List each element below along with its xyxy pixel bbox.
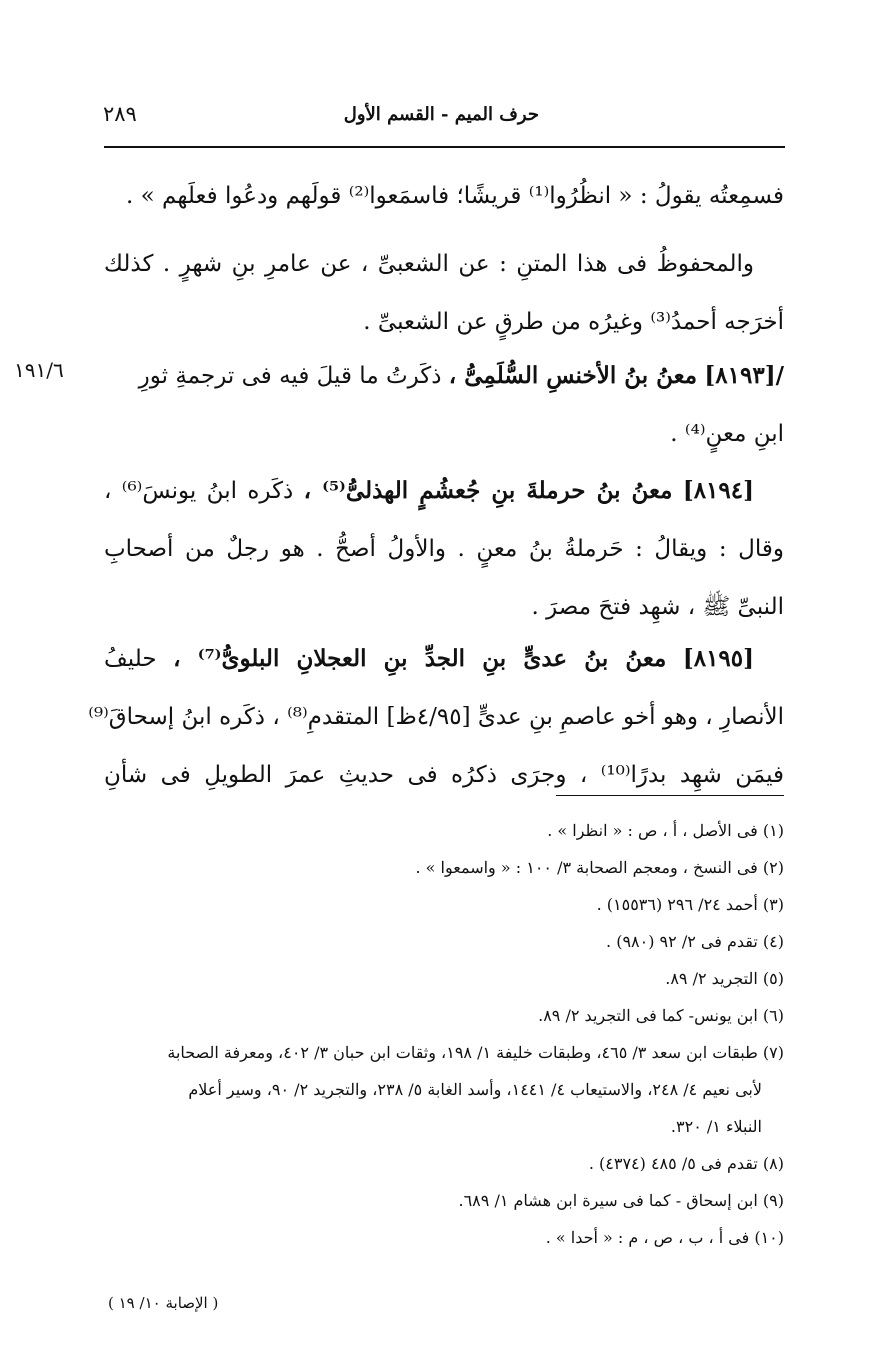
footnote: (٣) أحمد ٢٤/ ٢٩٦ (١٥٥٣٦) . [596,895,784,914]
entry-number: [٨١٩٤] [682,477,755,504]
text-line: فسمِعتُه يقولُ : « انظُرُوا⁽¹⁾ قريشًا؛ فاسمَعوا⁽²⁾ قولَهم ودعُوا فعلَهم » . [126,183,784,209]
text-line: النبىِّ ﷺ ، شهِد فتحَ مصرَ . [531,594,784,620]
footnote-divider [556,795,784,796]
text-line: والمحفوظُ فى هذا المتنِ : عن الشعبىِّ ، عن عامرِ بنِ شهرٍ . كذلك [104,251,754,277]
footnote-continuation: لأبى نعيم ٤/ ٢٤٨، والاستيعاب ٤/ ١٤٤١، وأسد الغابة ٥/ ٢٣٨، والتجريد ٢/ ٩٠، وسير أعلام [188,1080,762,1099]
volume-signature: ( الإصابة ١٠/ ١٩ ) [108,1294,219,1312]
margin-volume-reference: ١٩١/٦ [14,358,64,382]
paragraph-mahfuz [104,235,784,351]
footnote: (٢) فى النسخ ، ومعجم الصحابة ٣/ ١٠٠ : « واسمعوا » . [415,858,784,877]
entry-text: حليفُ [104,646,157,672]
footnote: (٧) طبقات ابن سعد ٣/ ٤٦٥، وطبقات خليفة ١/ ١٩٨، وثقات ابن حبان ٣/ ٤٠٢، ومعرفة الصحابة [167,1043,784,1062]
footnote: (٤) تقدم فى ٢/ ٩٢ (٩٨٠) . [606,932,784,951]
footnote: (٨) تقدم فى ٥/ ٤٨٥ (٤٣٧٤) . [588,1154,784,1173]
entry-first-line [104,462,784,520]
text-line: ابنِ معنٍ⁽⁴⁾ . [670,421,784,447]
footnote: (١٠) فى أ ، ب ، ص ، م : « أحدا » . [545,1228,784,1247]
entry-number: /[٨١٩٣] [704,362,784,389]
entry-8194 [104,462,784,636]
entry-8195 [88,630,784,804]
footnote: (١) فى الأصل ، أ ، ص : « انظرا » . [547,821,784,840]
running-header-title: حرف الميم - القسم الأول [343,104,539,125]
text-line: فيمَن شهِد بدرًا⁽¹⁰⁾ ، وجرَى ذكرُه فى حديثِ عمرَ الطويلِ فى شأنِ [104,762,784,788]
entry-8193 [104,347,784,463]
text-line: الأنصارِ ، وهو أخو عاصمِ بنِ عدىٍّ [٤/٩٥ظ] المتقدمِ⁽⁸⁾ ، ذكَره ابنُ إسحاقَ⁽⁹⁾ [88,704,784,730]
entry-text: ذكَره ابنُ يونسَ⁽⁶⁾ ، [104,478,294,504]
entry-first-line [104,630,784,688]
page-number: ٢٨٩ [103,102,137,126]
entry-number: [٨١٩٥] [682,645,755,672]
entry-name: معنُ بنُ عدىٍّ بنِ الجدِّ بنِ العجلانِ البلوىُّ⁽⁷⁾ ، [173,645,667,672]
footnote: (٦) ابن يونس- كما فى التجريد ٢/ ٨٩. [538,1006,784,1025]
entry-text: ذكَرتُ ما قيلَ فيه فى ترجمةِ ثورِ [138,363,442,389]
entry-name: معنُ بنُ حرملةَ بنِ جُعشُمٍ الهذلىُّ⁽⁵⁾ ، [303,477,673,504]
paragraph-quote [104,167,784,225]
text-line: أخرَجه أحمدُ⁽³⁾ وغيرُه من طرقٍ عن الشعبىِّ . [363,309,784,335]
text-line: وقال : ويقالُ : حَرملةُ بنُ معنٍ . والأولُ أصحُّ . هو رجلٌ من أصحابِ [104,536,784,562]
footnote: (٩) ابن إسحاق - كما فى سيرة ابن هشام ١/ ٦٨٩. [458,1191,784,1210]
footnote: (٥) التجريد ٢/ ٨٩. [665,969,784,988]
footnotes [104,812,784,1256]
header-divider [104,146,785,148]
entry-name: معنُ بنُ الأخنسِ السُّلَمِىُّ ، [448,362,698,389]
footnote-continuation: النبلاء ١/ ٣٢٠. [670,1117,762,1136]
entry-first-line [104,347,784,405]
